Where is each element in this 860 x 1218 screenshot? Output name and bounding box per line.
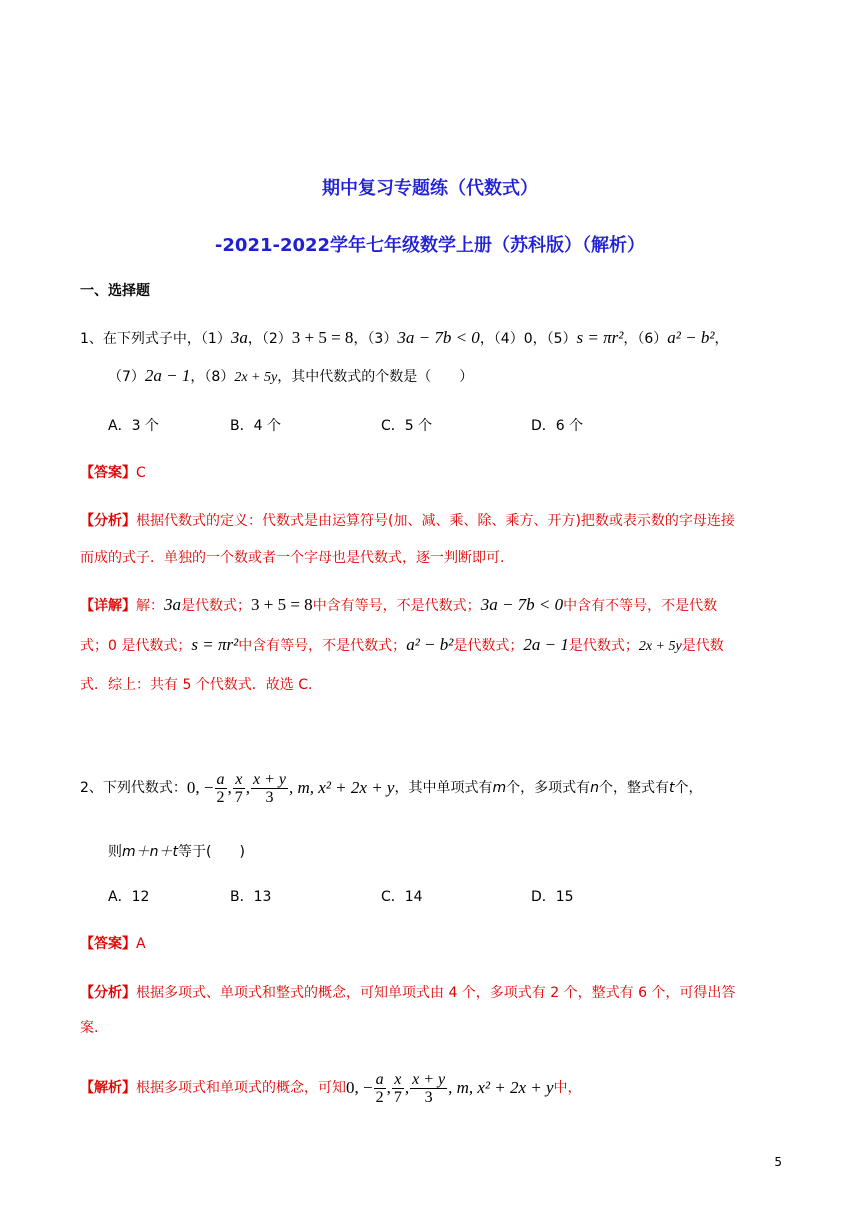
detail-expr: 3a [164, 595, 181, 614]
q1-expr-2: 3 + 5 = 8 [291, 328, 354, 347]
detail-text: 中含有等号，不是代数式； [312, 598, 481, 614]
q2-var: m＋n＋t [122, 844, 178, 860]
q1-detail-line-1 [80, 594, 717, 617]
q1-line-1 [80, 327, 728, 350]
q2-line-1: 2、下列代数式：0, − $\frac{a}{2}$ , $\frac{x}{7}$ , $\frac{x + y}{3}$ , m, x² + 2x + y，其中单项式有m个，多项式有n个，整式有t个， [80, 766, 702, 810]
detail-text: 中含有等号，不是代数式； [238, 638, 407, 654]
q2-var: n [590, 780, 599, 796]
detail-expr: s = πr² [191, 635, 239, 654]
fraction-denominator: 7 [393, 1088, 402, 1106]
q1-text: 1、在下列式子中，（1） [80, 331, 231, 347]
answer-value: C [136, 465, 146, 481]
q1-expr-8: 2x + 5y [234, 370, 278, 385]
fraction-denominator: 3 [265, 788, 274, 806]
jiexi-text: 中， [553, 1080, 582, 1096]
q1-expr-3: 3a − 7b < 0 [397, 328, 480, 347]
q2-text: 个，多项式有 [506, 780, 591, 796]
fraction [410, 1071, 447, 1106]
jiexi-text: 根据多项式和单项式的概念，可知 [136, 1080, 346, 1096]
q2-analysis-line-1 [80, 982, 735, 1004]
analysis-tag: 【分析】 [80, 513, 136, 529]
q2-text: 等于( ) [178, 844, 245, 860]
q1-text: ，（3） [353, 331, 398, 347]
q2-text: 个，整式有 [598, 780, 669, 796]
q2-option-d: D．15 [531, 889, 574, 905]
document-subtitle: -2021-2022学年七年级数学上册（苏科版）（解析） [214, 235, 646, 256]
q1-analysis-line-2: 而成的式子．单独的一个数或者一个字母也是代数式，逐一判断即可. [80, 550, 505, 566]
fraction-numerator: x [392, 1071, 404, 1089]
fraction-numerator: a [216, 770, 225, 788]
q2-jiexi-line [80, 1066, 582, 1110]
detail-text: 是代数 [681, 638, 724, 654]
q2-expr: 0, − [186, 778, 214, 797]
q2-expr: , m, x² + 2x + y [448, 1078, 554, 1097]
q1-option-a: A．3 个 [108, 418, 159, 434]
fraction-numerator: x [233, 771, 245, 789]
q1-expr-7: 2a − 1 [144, 366, 191, 385]
detail-expr: 3a − 7b < 0 [480, 595, 564, 614]
q1-answer [80, 462, 146, 484]
answer-tag: 【答案】 [80, 936, 136, 952]
fraction-numerator: x + y [253, 770, 287, 788]
detail-tag: 【详解】 [80, 598, 136, 614]
q2-line-2 [108, 841, 245, 863]
q2-text: 则 [108, 844, 122, 860]
q2-text: 2、下列代数式： [80, 780, 187, 796]
q1-option-c: C．5 个 [381, 418, 433, 434]
q1-text: ，（6） [623, 331, 668, 347]
fraction [392, 1071, 404, 1106]
q2-text: ，其中单项式有 [394, 780, 493, 796]
q2-text: 个， [674, 780, 703, 796]
answer-value: A [136, 936, 146, 952]
q2-expr: , m, x² + 2x + y [289, 778, 395, 797]
q1-option-d: D．6 个 [531, 418, 584, 434]
fraction-denominator: 7 [234, 788, 243, 806]
fraction-numerator: x + y [412, 1070, 446, 1088]
section-heading: 一、选择题 [80, 283, 150, 299]
fraction-denominator: 3 [424, 1088, 433, 1106]
q1-text: （7） [108, 369, 145, 385]
analysis-text: 根据代数式的定义：代数式是由运算符号(加、减、乘、除、乘方、开方)把数或表示数的字母连接 [136, 513, 735, 529]
q2-var: m [492, 780, 507, 796]
analysis-text: 根据多项式、单项式和整式的概念，可知单项式由 4 个，多项式有 2 个，整式有 6 个，可得出答 [136, 985, 736, 1001]
fraction-denominator: 2 [216, 788, 225, 806]
fraction-denominator: 2 [375, 1088, 384, 1106]
detail-text: 是代数式； [568, 638, 639, 654]
detail-expr: a² − b² [406, 635, 454, 654]
q1-text: ，（8） [190, 369, 235, 385]
q2-fraction-xy-3 [251, 771, 288, 806]
jiexi-expr: 0, − $\frac{a}{2}$ , $\frac{x}{7}$ , $\frac{x + y}{3}$ , m, x² + 2x + y [346, 1080, 554, 1096]
q1-detail-line-2 [80, 634, 724, 658]
detail-text: 式；0 是代数式； [80, 638, 192, 654]
detail-expr: 2x + 5y [638, 639, 682, 654]
q1-text: ， [714, 331, 729, 347]
q2-analysis-line-2: 案. [80, 1020, 99, 1036]
q2-option-b: B．13 [230, 889, 272, 905]
detail-text: 中含有不等号，不是代数 [563, 598, 718, 614]
jiexi-tag: 【解析】 [80, 1080, 136, 1096]
q2-option-c: C．14 [381, 889, 423, 905]
q2-expr: 0, − [346, 1078, 373, 1097]
q1-text: ，其中代数式的个数是（ ） [277, 369, 474, 385]
q1-expr-5: s = πr² [576, 328, 624, 347]
fraction-numerator: a [375, 1070, 384, 1088]
fraction [374, 1071, 386, 1106]
q1-expr-1: 3a [230, 328, 248, 347]
q1-expr-6: a² − b² [667, 328, 715, 347]
q2-fraction-a-2 [215, 771, 227, 806]
q1-detail-line-3: 式．综上：共有 5 个代数式．故选 C. [80, 677, 313, 693]
q1-text: ，（4）0，（5） [479, 331, 577, 347]
q2-answer [80, 933, 146, 955]
detail-expr: 3 + 5 = 8 [251, 595, 313, 614]
analysis-tag: 【分析】 [80, 985, 136, 1001]
answer-tag: 【答案】 [80, 465, 136, 481]
detail-text: 是代数式； [453, 638, 524, 654]
q1-line-2 [108, 365, 473, 389]
q2-fraction-x-7 [233, 771, 245, 806]
q2-var: t [668, 780, 675, 796]
q2-option-a: A．12 [108, 889, 150, 905]
detail-text: 是代数式； [181, 598, 251, 614]
q1-text: ，（2） [247, 331, 292, 347]
q1-option-b: B．4 个 [230, 418, 281, 434]
detail-text: 解： [136, 598, 164, 614]
document-title: 期中复习专题练（代数式） [322, 178, 538, 199]
detail-expr: 2a − 1 [523, 635, 569, 654]
page-number: 5 [774, 1155, 782, 1169]
q1-analysis-line-1 [80, 510, 735, 532]
